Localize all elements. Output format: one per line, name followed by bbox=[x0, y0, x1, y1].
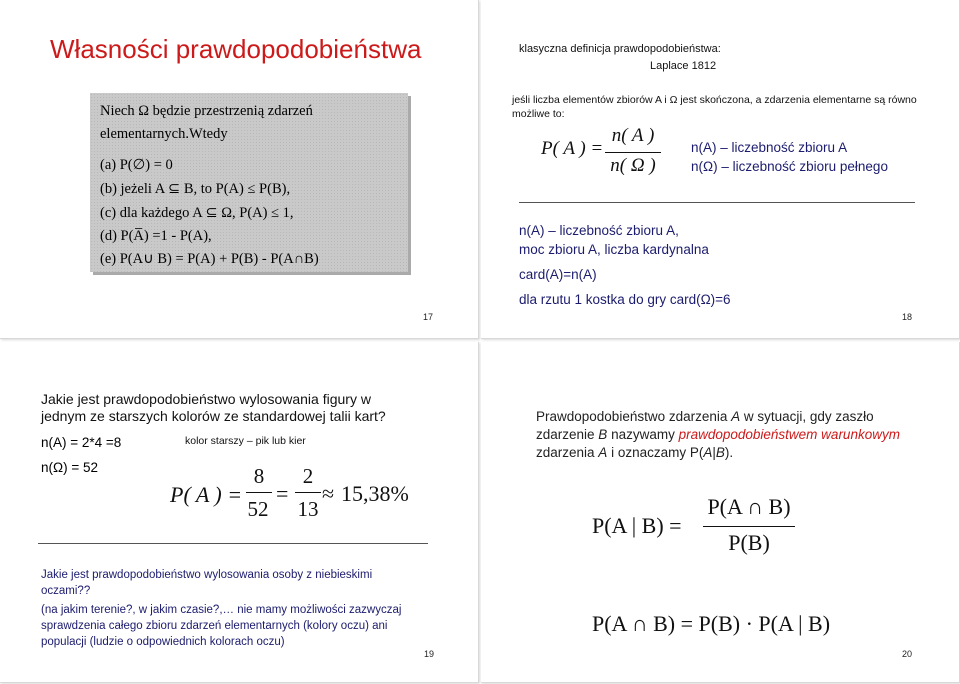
event-b: B bbox=[715, 445, 725, 460]
question-line-1: Jakie jest prawdopodobieństwo wylosowania figury w bbox=[41, 391, 371, 407]
definition-line-2: elementarnych.Wtedy bbox=[100, 126, 228, 142]
property-b: (b) jeżeli A ⊆ B, to P(A) ≤ P(B), bbox=[100, 181, 291, 197]
body-line-2: moc zbioru A, liczba kardynalna bbox=[519, 242, 709, 257]
approx-sign: ≈ bbox=[322, 481, 335, 506]
event-a: A bbox=[731, 409, 741, 424]
text-part: w sytuacji, gdy zaszło zdarzenie bbox=[536, 409, 874, 442]
text-part: nazywamy bbox=[607, 427, 679, 442]
intro-text: jeśli liczba elementów zbiorów A i Ω jest skończona, a zdarzenia elementarne są równo możliwe to: bbox=[512, 94, 917, 120]
text-part: ). bbox=[724, 445, 734, 460]
term-conditional-probability: prawdopodobieństwem warunkowym bbox=[678, 427, 900, 442]
page-number: 20 bbox=[902, 649, 913, 659]
fraction-bar bbox=[703, 526, 795, 527]
event-b: B bbox=[598, 427, 608, 442]
note-suit: kolor starszy – pik lub kier bbox=[185, 435, 306, 447]
numerator-8: 8 bbox=[253, 464, 265, 488]
count-nA: n(A) = 2*4 =8 bbox=[41, 435, 122, 450]
question-line-2: jednym ze starszych kolorów ze standardowej talii kart? bbox=[41, 408, 386, 424]
count-nOmega: n(Ω) = 52 bbox=[41, 460, 98, 475]
slide-18 bbox=[481, 0, 960, 339]
property-e: (e) P(A∪ B) = P(A) + P(B) - P(A∩B) bbox=[100, 251, 319, 267]
question2-line-2: oczami?? bbox=[41, 585, 91, 597]
heading-laplace: Laplace 1812 bbox=[650, 60, 717, 72]
body-line-3: card(A)=n(A) bbox=[519, 267, 597, 282]
property-d: (d) P(A̅) =1 - P(A), bbox=[100, 228, 212, 244]
formula1-lhs: P(A | B) = bbox=[592, 513, 682, 538]
formula-lhs: P( A ) = bbox=[541, 138, 604, 159]
slide-19 bbox=[0, 342, 479, 683]
heading-definition: klasyczna definicja prawdopodobieństwa: bbox=[519, 43, 721, 55]
multiplication-rule-formula: P(A ∩ B) = P(B) · P(A | B) bbox=[592, 611, 831, 636]
text-part: zdarzenia bbox=[536, 445, 599, 460]
text-part: i oznaczamy P( bbox=[607, 445, 704, 460]
event-a: A bbox=[703, 445, 713, 460]
fraction-bar bbox=[605, 152, 661, 153]
property-c: (c) dla każdego A ⊆ Ω, P(A) ≤ 1, bbox=[100, 205, 294, 221]
formula-numerator: n( A ) bbox=[611, 125, 655, 146]
formula1-numerator: P(A ∩ B) bbox=[707, 494, 791, 519]
body-line-1: n(A) – liczebność zbioru A, bbox=[519, 223, 679, 238]
bar-symbol: | bbox=[712, 445, 716, 460]
divider bbox=[38, 543, 428, 544]
page-number: 19 bbox=[424, 649, 435, 659]
fraction-bar-2 bbox=[295, 492, 321, 493]
denominator-13: 13 bbox=[297, 497, 319, 521]
numerator-2: 2 bbox=[302, 464, 314, 488]
question2-line-1: Jakie jest prawdopodobieństwo wylosowania osoby z niebieskimi bbox=[41, 569, 373, 581]
slide-title: Własności prawdopodobieństwa bbox=[50, 34, 422, 64]
property-a: (a) P(∅) = 0 bbox=[100, 157, 173, 173]
body-line-4: dla rzutu 1 kostka do gry card(Ω)=6 bbox=[519, 292, 731, 307]
formula-denominator: n( Ω ) bbox=[610, 155, 656, 176]
divider bbox=[519, 202, 915, 203]
formula1-denominator: P(B) bbox=[728, 530, 770, 555]
properties-box bbox=[90, 93, 408, 272]
definition-nA: n(A) – liczebność zbioru A bbox=[691, 140, 848, 155]
remark-line-1: (na jakim terenie?, w jakim czasie?,… nie mamy możliwości zazwyczaj bbox=[41, 604, 402, 616]
slide-20 bbox=[481, 342, 960, 683]
event-a: A bbox=[598, 445, 608, 460]
remark-line-2: sprawdzenia całego zbioru zdarzeń elementarnych (kolory oczu) ani bbox=[41, 620, 388, 632]
slide-17 bbox=[0, 0, 479, 339]
text-part: Prawdopodobieństwo zdarzenia bbox=[536, 409, 732, 424]
definition-line-1: Niech Ω będzie przestrzenią zdarzeń bbox=[100, 103, 313, 119]
page-number: 17 bbox=[423, 312, 434, 322]
remark-line-3: populacji (ludzie o odpowiednich kolorach oczu) bbox=[41, 636, 285, 648]
definition-nOmega: n(Ω) – liczebność zbioru pełnego bbox=[691, 159, 888, 174]
result-percent: 15,38% bbox=[341, 481, 409, 506]
equals-sign: = bbox=[276, 481, 289, 506]
formula-lhs: P( A ) = bbox=[170, 482, 243, 507]
fraction-bar-1 bbox=[246, 492, 272, 493]
denominator-52: 52 bbox=[247, 497, 269, 521]
conditional-probability-definition bbox=[536, 408, 906, 462]
page-number: 18 bbox=[902, 312, 913, 322]
